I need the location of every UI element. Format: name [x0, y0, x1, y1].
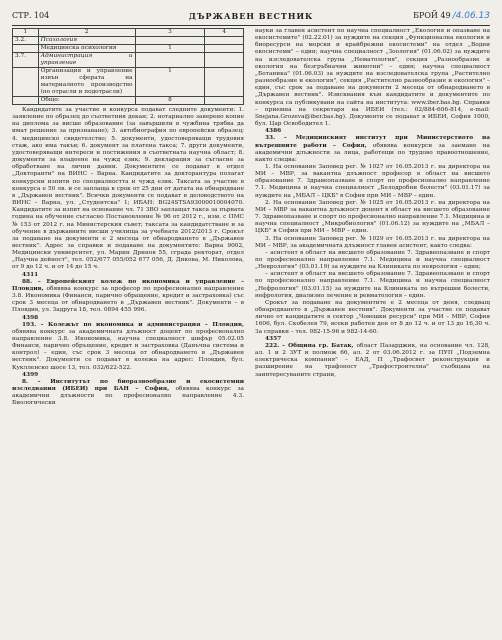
publication-title: ДЪРЖАВЕН ВЕСТНИК — [188, 11, 314, 21]
notice-paragraph: – асистент в област на висшето образование 7. Здравеопазване и спорт по професионално направление 7.1. Медицина и научна специалност „Неврология" (03.01.19) за нуждите на Клиниката по неврология – един; — [255, 249, 490, 271]
notice-paragraph — [12, 279, 244, 315]
notice-code: 4399 — [22, 371, 39, 378]
table-body — [13, 37, 244, 105]
table-cell-val: 1 — [135, 68, 205, 97]
notice-body: област Пазарджик, на основание чл. 128, ал. 1 и 2 ЗУТ и полмож 66, ал. 2 от 03.06.2012 г. за ПУП „Подземна електрическа компания" – ЕАД, П „Трафосвет реконструкция и разширение на трафопост „Трафостроителна" съобщава на заинтересуваните страни, — [255, 342, 490, 378]
table-head-cell: 4 — [205, 29, 244, 37]
notice-paragraph: Срокът за подаване на документите е 2 месеца от деня, следващ обнародването в „Държавен вестник". Документи за участие се подават лично от кандидатите в сектор „Човешки ресурси" при МИ – МВР, София 1606, бул. Скобелев 79, всеки работен ден от 8 до 12 ч. и от 13 до 16,30 ч. За справки – тел. 982-15-96 и 982-14-60. — [255, 299, 490, 335]
notice-body: обявява конкурс за академичната длъжност доцент по професионално направление 3.8. Икономика, научна специалност шифър 05.02.05 Финанси, парично обръщение, кредит и застраховка (Данъчна система и контрол) – един, със срок 3 месеца от обнародването в „Държавен вестник". Документи се подават в колежа на адрес: Пловдив, бул. Куклленско шосе 13, тел. 032/622-522. — [12, 328, 244, 371]
table-cell-name: Администрация и управление — [38, 53, 135, 68]
notice-body: обявява конкурси за заемане на академични длъжности за лица, работещи по трудово правоотношение, както следва: — [255, 142, 490, 163]
header-rule — [12, 25, 490, 26]
page-number: СТР. 104 — [12, 11, 50, 20]
notice-paragraph: Кандидатите за участие в конкурса подават следните документи: 1. заявление по образец до съответния декан; 2. нотариално заверено копие на диплома за висше образование (за завършили в чужбина трябва да имат решение за признаване); 3. автобиография по европейски образец; 4. медицинско свидетелство; 5. документи, удостоверяващи трудовия стаж, ако има такъв; 6. документ за платена такса; 7. други документи, удостоверяващи интереси и постижения в съответната научна област; 8. документи за владеене на чужд език; 9. декларация за съгласие за обработване на лични данни. Документите се подават в отдел „Докторанти" на ВИНС – Варна. Кандидатите за докторантура полагат конкурсни изпити по специалността и чужд език. Таксата за участие в конкурса е 50 лв. и се заплаща в срок от 25 дни от датата на обнародване в „Държавен вестник". Всички документи се подават в деловодството на ВИНС – Варна, ул. „Студентска" 1; ИБАН: BG24STSA93000010004070. Кандидатите за изпит на основание чл. 71 ЗВО заплащат такса за първата година на обучение съгласно Постановление № 96 от 2012 г., изм. с ПМС № 153 от 2012 г. на Министерския съвет; таксата за кандидатстване и за обучение в държавните висши училища за учебната 2012/2013 г. Срокът за подаване на документи е 2 месеца от обнародването в „Държавен вестник". Адрес за справки и подаване на документите: Варна 9002, Медицински университет, ул. Марин Дринов 55, сграда ректорат, отдел „Научна дейност", тел. 052/677 055/052 677 056, Д. Дикова, М. Николова, от 9 до 12 ч. и от 14 до 15 ч. — [12, 107, 244, 271]
notice-heading: 88. – Европейският колеж по икономика и управление – Пловдив, — [12, 278, 244, 292]
table-cell-name: Общо: — [38, 97, 135, 105]
page-header — [12, 8, 490, 24]
table-row — [13, 68, 244, 97]
table-cell-name: Организация и управление извън сферата на материалното производство (по отрасли и подотрасли) — [38, 68, 135, 97]
table-cell-val: 8 — [135, 97, 205, 105]
table-cell-note — [205, 97, 244, 105]
notice-heading: 193. – Колежът по икономика и администрация – Пловдив, — [22, 321, 244, 328]
table-cell-val: 1 — [135, 45, 205, 53]
table-head-row — [13, 29, 244, 37]
specialties-table — [12, 28, 244, 105]
notice-heading: 222. – Община гр. Батак, — [265, 342, 354, 349]
notice-body: обявява конкурс за професор по професионално направление 3.8. Икономика (Финанси, парично обращение, кредит и застраховка) със срок 3 месеца от обнародването в „Държавен вестник". Документи – в Пловдив, ул. Задруга 18, тел. 0894 455 996. — [12, 285, 244, 314]
notice-paragraph: 1. На основание Заповед рег. № 1027 от 16.05.2013 г. на директора на МИ – МВР, за вакантна длъжност професор в област на висшето образование 7. Здравеопазване и спорт по професионално направление 7.1. Медицина и научна специалност „Белодробни болести" (03.01.17) за нуждите на „МБАЛ – ЦКБ" в София при МИ – МВР – един. — [255, 163, 490, 199]
table-cell-num: 3.2. — [13, 37, 39, 45]
table-head-cell: 3 — [135, 29, 205, 37]
table-cell-num — [13, 45, 39, 53]
table-row — [13, 37, 244, 45]
table-cell-name: Медицинска психология — [38, 45, 135, 53]
notice-code: 4311 — [22, 271, 39, 278]
table-head-cell: 2 — [38, 29, 135, 37]
table-cell-val — [135, 53, 205, 68]
left-column — [12, 28, 244, 408]
notice-heading: 33. – Медицинският институт при Министерството на вътрешните работи – София, — [255, 135, 490, 149]
table-cell-num — [13, 97, 39, 105]
table-cell-name: Психология — [38, 37, 135, 45]
notice-paragraph — [255, 343, 490, 379]
notice-paragraph: науки за главен асистент по научна специалност „Екология и опазване на екосистемите" (02.22.01) за нуждите на секция „Функционална екология и биоресурси на морски и крайбрежни екосистеми" на отдел „Водни екосистеми" – един; научна специалност „Зоология" (01.06.02) за нуждите на изследователска група „Нематология", секция „Разнообразие и екология на безгръбначни животни" – един; научна специалност „Ботаника" (01.06.03) за нуждите на изследователска група „Растително разнообразие и екология", секция „Растително разнообразие и екология" – един, със срок за подаване на документи 2 месеца от обнародването в „Държавен вестник". Изисквания към кандидатите и документите по конкурса са публикувани на сайта на института: www.iber.bas.bg. Справки – приемна на секретаря на ИБЕИ (тел.: 02/884-606-814, e-mail: Snejana.Grozeva@iber.bas.bg). Документи се подават в ИБЕИ, София 1000, бул. Цар Освободител 1. — [255, 28, 490, 128]
handwritten-date: /4.06.13 — [452, 11, 490, 21]
notice-heading: 8. – Институтът по биоразнообразие и екосистемни изследвания (ИБЕИ) при БАН – София, — [12, 378, 244, 393]
notice-code: 4386 — [265, 128, 282, 135]
table-cell-val — [135, 37, 205, 45]
table-cell-note — [205, 37, 244, 45]
notice-paragraph: – асистент в област на висшето образование 7. Здравеопазване и спорт по професионално направление 7.1. Медицина и научна специалност „Нефрология" (03.01.15) за нуждите на Клиниката по вътрешни болести, нефрология, диализно лечение и ревматология – един. — [255, 271, 490, 299]
table-cell-note — [205, 45, 244, 53]
notice-paragraph: 3. На основание Заповед рег. № 1029 от 16.05.2013 г. на директора на МИ – МВР, за академичната длъжност главен асистент, както следва: — [255, 235, 490, 249]
table-cell-num: 3.7. — [13, 53, 39, 68]
table-cell-note — [205, 53, 244, 68]
issue-number: БРОЙ 49 /4.06.13 — [413, 11, 490, 21]
notice-body: обявява конкурс за академични длъжности по професионално направление 4.3. Биологически — [12, 386, 244, 407]
left-column-text — [12, 107, 244, 408]
notice-code: 4398 — [22, 314, 39, 321]
table-cell-num — [13, 68, 39, 97]
notice-paragraph — [255, 135, 490, 164]
notice-paragraph — [12, 322, 244, 372]
notice-paragraph — [12, 379, 244, 408]
table-cell-note — [205, 68, 244, 97]
right-column — [255, 28, 490, 379]
notice-paragraph: 2. На основание Заповед рег. № 1025 от 16.05.2013 г. на директора на МИ – МВР за вакантна длъжност доцент в област на висшето образование 7. Здравеопазване и спорт по професионално направление 7.1. Медицина и научна специалност „Микробиология" (01.06.12) за нуждите на „МБАЛ – ЦКБ" в София при МИ – МВР – един. — [255, 199, 490, 235]
notice-code: 4357 — [265, 335, 282, 342]
table-row — [13, 97, 244, 105]
table-row — [13, 45, 244, 53]
table-row — [13, 53, 244, 68]
table-head-cell: 1 — [13, 29, 39, 37]
right-column-text — [255, 28, 490, 379]
